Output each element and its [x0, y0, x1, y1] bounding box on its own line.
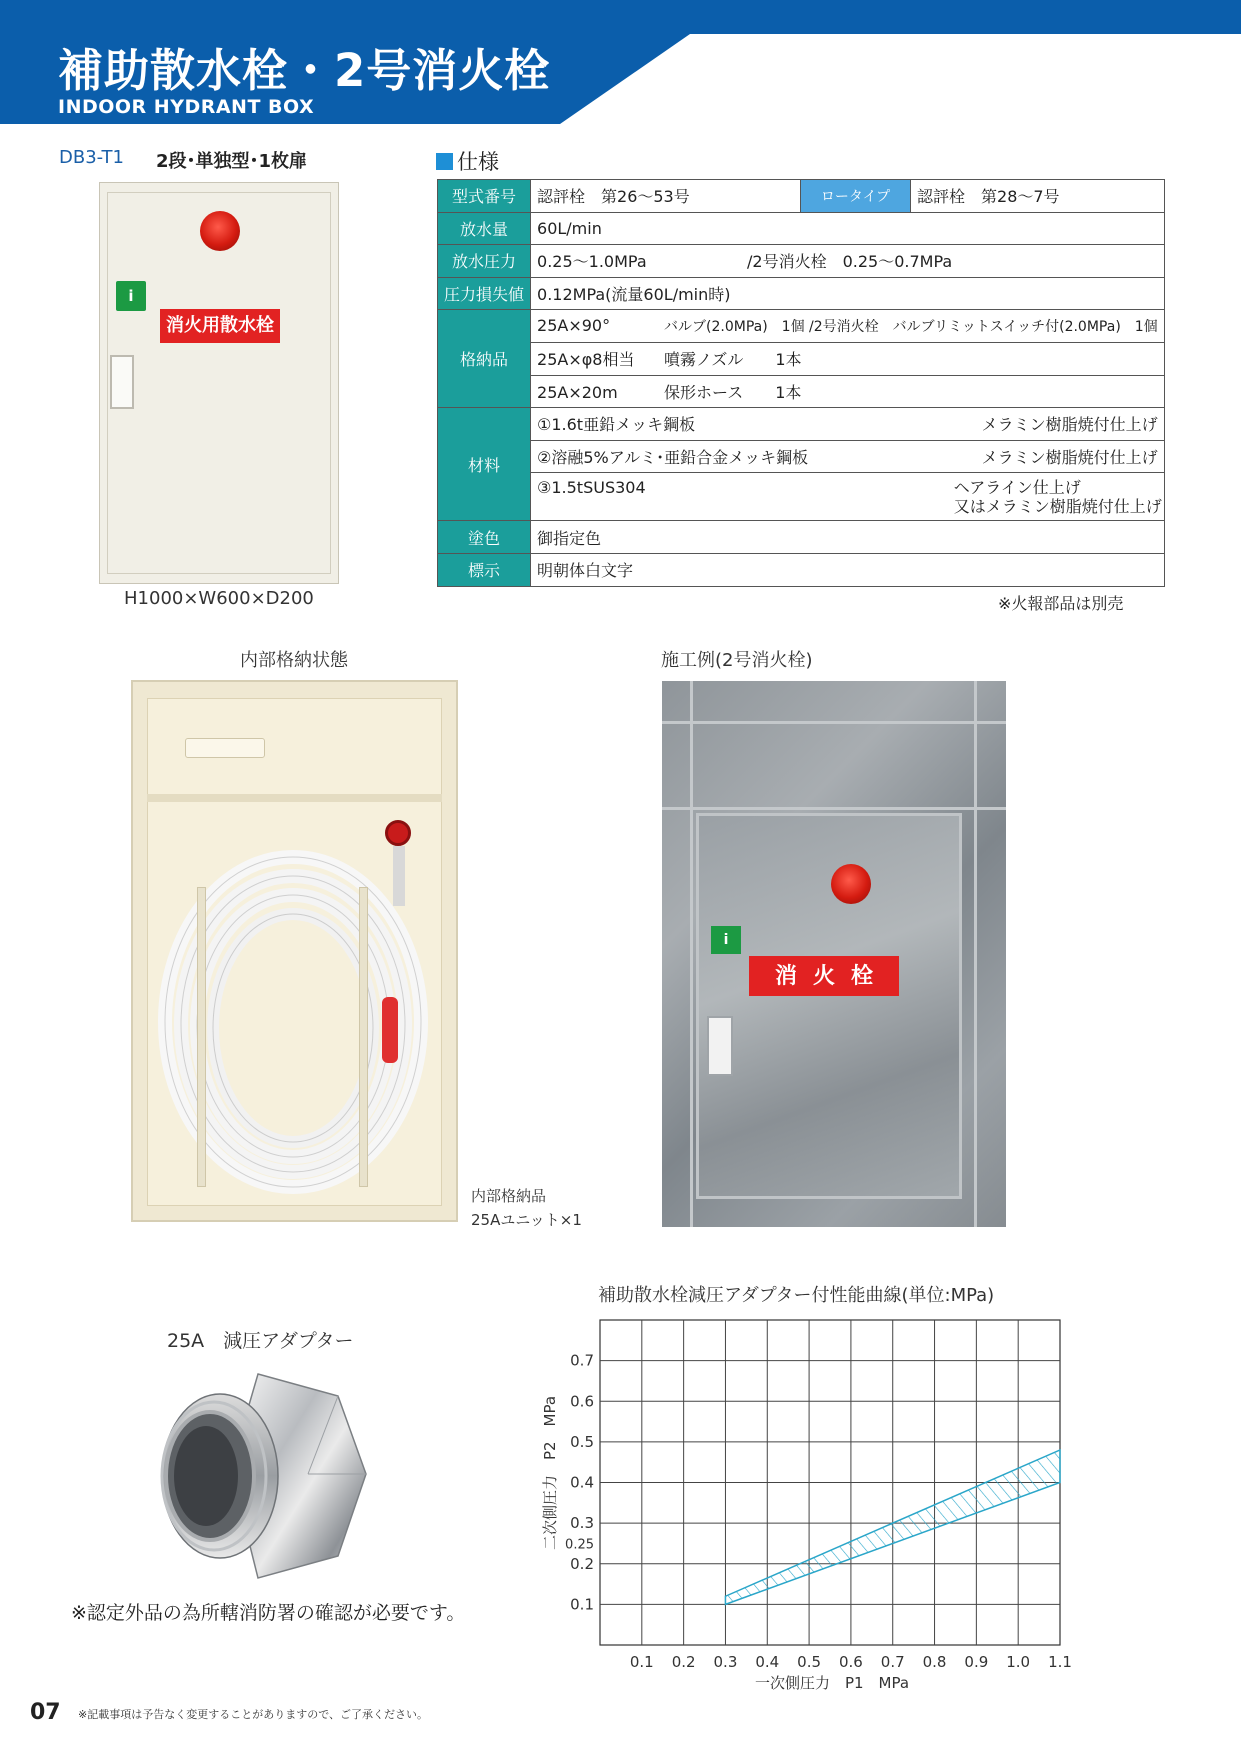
hydrant-door [696, 813, 962, 1199]
page-title: 補助散水栓・2号消火栓 [58, 44, 551, 97]
spec-value-lowtype: 認評栓 第28～7号 [911, 180, 1165, 213]
interior-note-item: 25Aユニット×1 [471, 1211, 582, 1229]
spec-label-contents: 格納品 [438, 310, 531, 408]
table-row [438, 375, 1165, 408]
chart-y-tick-label: 0.5 [570, 1432, 594, 1451]
chart-x-tick-label: 0.1 [629, 1653, 654, 1671]
pressure-value-2: /2号消火栓 0.25～0.7MPa [747, 252, 953, 272]
table-row [438, 553, 1165, 586]
chart-y-tick-label: 0.7 [570, 1351, 594, 1370]
table-row [438, 440, 1165, 473]
chart-x-tick-label: 0.8 [922, 1653, 947, 1671]
valve-pipe [393, 846, 405, 906]
spec-value-color: 御指定色 [531, 521, 1165, 554]
chart-y-tick-label: 0.6 [570, 1392, 594, 1411]
contents-item [531, 375, 1165, 408]
chart-title: 補助散水栓減圧アダプター付性能曲線(単位:MPa) [598, 1285, 995, 1306]
material-name: ③1.5tSUS304 [537, 477, 646, 497]
spec-heading [436, 146, 499, 176]
page-subtitle: INDOOR HYDRANT BOX [58, 96, 315, 118]
storage-tray [185, 738, 265, 758]
chart-x-axis-label: 一次側圧力 P1 MPa [754, 1674, 910, 1692]
chart-x-tick-label: 0.6 [838, 1653, 863, 1671]
contents-item [531, 310, 1165, 343]
adapter-caption: 25A 減圧アダプター [167, 1330, 354, 1352]
material-name: ②溶融5%アルミ･亜鉛合金メッキ鋼板 [537, 448, 809, 468]
spec-note: ※火報部品は別売 [998, 594, 1124, 613]
door-handle [707, 1016, 733, 1076]
table-row [438, 521, 1165, 554]
chart-y-tick-label: 0.3 [570, 1514, 594, 1533]
spec-label-material: 材料 [438, 408, 531, 521]
chart-y-tick-label: 0.25 [565, 1537, 594, 1553]
chart-y-tick-label: 0.2 [570, 1554, 594, 1573]
interior-photo [131, 680, 458, 1222]
indicator-lamp [200, 211, 240, 251]
material-finish-block [953, 477, 1162, 516]
chart-x-ticks [630, 1653, 1072, 1671]
interior-notes [471, 1184, 582, 1232]
material-finish: メラミン樹脂焼付仕上げ [981, 448, 1158, 468]
heading-square-icon [436, 153, 453, 170]
contents-size: 25A×20m [537, 382, 618, 402]
table-row [438, 473, 1165, 521]
spec-value-marking: 明朝体白文字 [531, 553, 1165, 586]
indicator-lamp [831, 864, 871, 904]
table-row [438, 245, 1165, 278]
material-item [531, 408, 1165, 441]
door-handle [110, 355, 134, 409]
tile-joint [662, 807, 1006, 810]
page-number: 07 [30, 1700, 61, 1725]
spec-label-flow: 放水量 [438, 212, 531, 245]
table-row [438, 277, 1165, 310]
install-photo [662, 681, 1006, 1227]
chart-x-tick-label: 1.1 [1048, 1653, 1072, 1671]
spec-value-pressure [531, 245, 1165, 278]
chart-x-tick-label: 0.4 [755, 1653, 780, 1671]
table-row [438, 310, 1165, 343]
material-finish-alt: 又はメラミン樹脂焼付仕上げ [953, 496, 1162, 516]
chart-y-axis-label: 二次側圧力 P2 MPa [541, 1395, 559, 1551]
cabinet-front-photo [99, 182, 339, 584]
chart-y-tick-label: 0.1 [570, 1595, 594, 1614]
interior-note-title: 内部格納品 [471, 1187, 547, 1205]
pressure-value: 0.25～1.0MPa [537, 252, 647, 272]
material-item [531, 440, 1165, 473]
material-finish: ヘアライン仕上げ [953, 477, 1081, 497]
spec-value-model: 認評栓 第26～53号 [531, 180, 801, 213]
chart-x-tick-label: 0.3 [713, 1653, 738, 1671]
hose-strap [197, 887, 206, 1187]
spec-label-lowtype: ロータイプ [801, 180, 911, 213]
table-row [438, 212, 1165, 245]
spec-label-pressure: 放水圧力 [438, 245, 531, 278]
performance-chart [541, 1308, 1075, 1693]
spec-label-loss: 圧力損失値 [438, 277, 531, 310]
chart-x-tick-label: 1.0 [1006, 1653, 1031, 1671]
interior-caption: 内部格納状態 [240, 650, 348, 671]
cabinet-shelf [147, 794, 442, 802]
model-description: 2段･単独型･1枚扉 [156, 151, 308, 172]
tile-joint [662, 721, 1006, 724]
contents-item [531, 342, 1165, 375]
tile-joint [690, 681, 693, 1227]
install-caption: 施工例(2号消火栓) [661, 650, 813, 671]
hydrant-door-label: 消火栓 [749, 956, 899, 996]
chart-y-ticks [565, 1352, 594, 1614]
table-row [438, 408, 1165, 441]
contents-size: 25A×90° [537, 316, 611, 336]
adapter-note: ※認定外品の為所轄消防署の確認が必要です。 [71, 1602, 466, 1624]
material-item [531, 473, 1165, 521]
footer-note: ※記載事項は予告なく変更することがありますので、ご了承ください。 [78, 1708, 428, 1721]
table-row [438, 180, 1165, 213]
spec-heading-text: 仕様 [457, 150, 499, 174]
hose-strap [359, 887, 368, 1187]
cabinet-dimensions: H1000×W600×D200 [124, 588, 314, 609]
spec-label-marking: 標示 [438, 553, 531, 586]
cabinet-door-label: 消火用散水栓 [160, 309, 280, 343]
model-code: DB3-T1 [59, 147, 124, 168]
contents-desc: 噴霧ノズル 1本 [664, 350, 802, 370]
chart-x-tick-label: 0.2 [671, 1653, 696, 1671]
spray-nozzle [382, 997, 398, 1063]
contents-size: 25A×φ8相当 [537, 350, 635, 370]
material-finish: メラミン樹脂焼付仕上げ [981, 415, 1158, 435]
chart-x-tick-label: 0.9 [964, 1653, 989, 1671]
spec-label-color: 塗色 [438, 521, 531, 554]
chart-x-tick-label: 0.5 [797, 1653, 822, 1671]
valve-handle-icon [385, 820, 411, 846]
spec-value-loss: 0.12MPa(流量60L/min時) [531, 277, 1165, 310]
spec-label-model: 型式番号 [438, 180, 531, 213]
contents-desc: バルブ(2.0MPa) 1個 /2号消火栓 バルブリミットスイッチ付(2.0MPa) 1個 [664, 319, 1158, 336]
table-row [438, 342, 1165, 375]
material-name: ①1.6t亜鉛メッキ鋼板 [537, 415, 696, 435]
spec-value-flow: 60L/min [531, 212, 1165, 245]
hydrant-sign-icon: i [116, 281, 146, 311]
chart-y-tick-label: 0.4 [570, 1473, 594, 1492]
spec-table [437, 179, 1165, 587]
adapter-photo [148, 1366, 370, 1582]
contents-desc: 保形ホース 1本 [664, 382, 802, 402]
chart-x-tick-label: 0.7 [880, 1653, 905, 1671]
hydrant-sign-icon: i [711, 926, 741, 954]
tile-joint [974, 681, 977, 1227]
